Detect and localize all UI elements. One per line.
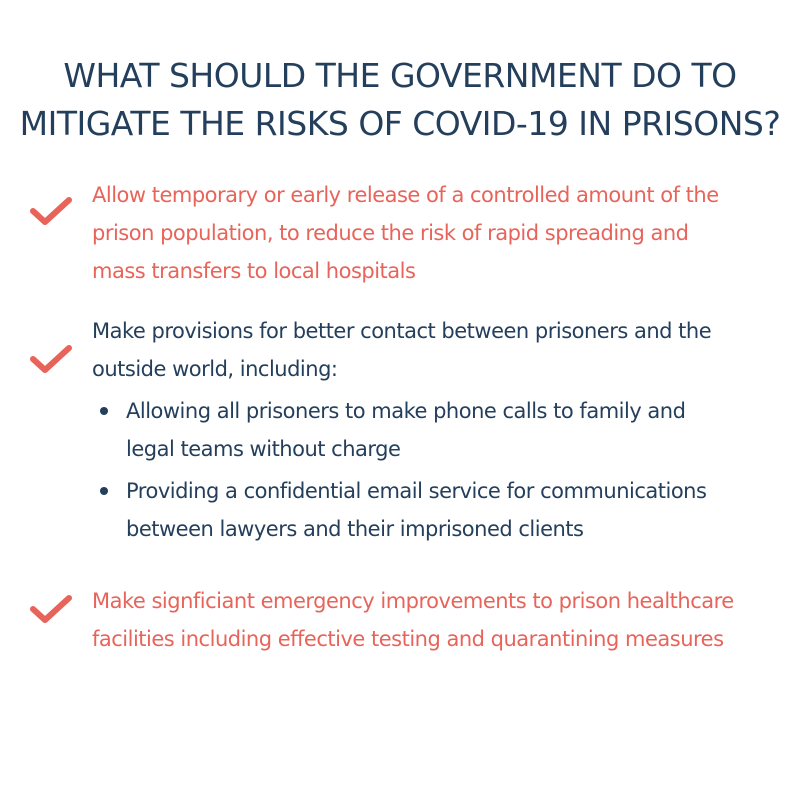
recommendation-text-2: [92, 312, 772, 388]
checkmark-icon: [30, 594, 72, 624]
sub-bullet-1-line-2: legal teams without charge: [126, 437, 401, 461]
recommendation-2-line-2: outside world, including:: [92, 357, 338, 381]
recommendation-2-line-1: Make provisions for better contact between prisoners and the: [92, 319, 712, 343]
recommendation-text-3: [92, 582, 772, 658]
sub-bullet-2-line-1: Providing a confidential email service for communications: [126, 479, 707, 503]
bullet-dot: [100, 407, 108, 415]
sub-bullet-1-line-1: Allowing all prisoners to make phone calls to family and: [126, 399, 686, 423]
recommendation-3-line-2: facilities including effective testing and quarantining measures: [92, 627, 724, 651]
sub-bullet-1-text: [126, 392, 766, 468]
checkmark-icon: [30, 344, 72, 374]
bullet-dot: [100, 487, 108, 495]
recommendation-text-1: [92, 176, 772, 290]
recommendation-1-line-1: Allow temporary or early release of a controlled amount of the: [92, 183, 719, 207]
recommendation-1-line-2: prison population, to reduce the risk of rapid spreading and: [92, 221, 689, 245]
sub-bullet-2-text: [126, 472, 766, 548]
checkmark-icon: [30, 196, 72, 226]
recommendation-3-line-1: Make signficiant emergency improvements to prison healthcare: [92, 589, 734, 613]
recommendation-1-line-3: mass transfers to local hospitals: [92, 259, 416, 283]
title-line-1: WHAT SHOULD THE GOVERNMENT DO TO: [63, 56, 737, 95]
title-line-2: MITIGATE THE RISKS OF COVID-19 IN PRISONS?: [19, 104, 781, 143]
sub-bullet-2-line-2: between lawyers and their imprisoned clients: [126, 517, 584, 541]
page-title: [0, 52, 800, 148]
